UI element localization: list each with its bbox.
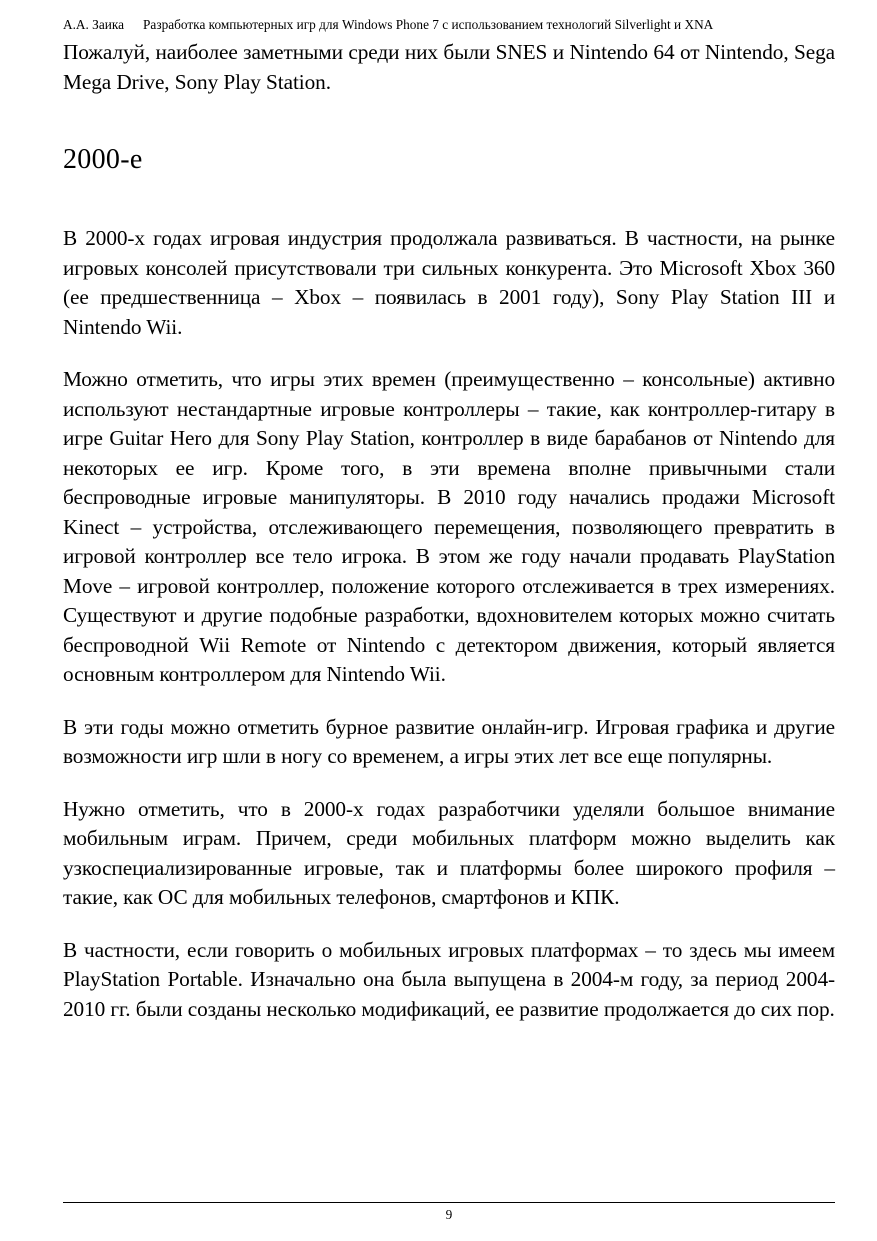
header-author: А.А. Заика bbox=[63, 17, 125, 32]
footer-divider bbox=[63, 1202, 835, 1203]
page-number: 9 bbox=[445, 1207, 453, 1222]
paragraph-mobile-games: Нужно отметить, что в 2000-х годах разработчики уделяли большое внимание мобильным играм. Причем, среди мобильных платформ можно выделить как узкоспециализированные игровые, так и платформы более широкого профиля – такие, как ОС для мобильных телефонов, смартфонов и КПК. bbox=[63, 796, 835, 909]
paragraph-controllers: Можно отметить, что игры этих времен (преимущественно – консольные) активно используют нестандартные игровые контроллеры – такие, как контроллер-гитару в игре Guitar Hero для Sony Play Station, контроллер в виде барабанов от Nintendo для некоторых ее игр. Кроме того, в эти времена вполне привычными стали беспроводные игровые манипуляторы. В 2010 году начались продажи Microsoft Kinect – устройства, отслеживающего перемещения, позволяющего превратить в игровой контроллер все тело игрока. В этом же году начали продавать PlayStation Move – игровой контроллер, положение которого отслеживается в трех измерениях. Существуют и другие подобные разработки, вдохновителем которых можно считать беспроводной Wii Remote от Nintendo с детектором движения, который является основным контроллером для Nintendo Wii. bbox=[63, 367, 835, 686]
page-content bbox=[63, 38, 835, 1024]
paragraph-psp: В частности, если говорить о мобильных игровых платформах – то здесь мы имеем PlayStation Portable. Изначально она была выпущена в 2004-м году, за период 2004-2010 гг. были созданы несколько модификаций, ее развитие продолжается до сих пор. bbox=[63, 937, 835, 1021]
paragraph-online-games: В эти годы можно отметить бурное развитие онлайн-игр. Игровая графика и другие возможности игр шли в ногу со временем, а игры этих лет все еще популярны. bbox=[63, 714, 835, 768]
header-book-title: Разработка компьютерных игр для Windows Phone 7 с использованием технологий Silverlight и XNA bbox=[143, 17, 714, 32]
section-heading: 2000-е bbox=[63, 144, 143, 175]
paragraph-consoles: В 2000-х годах игровая индустрия продолжала развиваться. В частности, на рынке игровых консолей присутствовали три сильных конкурента. Это Microsoft Xbox 360 (ее предшественница – Xbox – появилась в 2001 году), Sony Play Station III и Nintendo Wii. bbox=[63, 226, 835, 339]
running-header bbox=[63, 16, 835, 34]
intro-paragraph: Пожалуй, наиболее заметными среди них были SNES и Nintendo 64 от Nintendo, Sega Mega Drive, Sony Play Station. bbox=[63, 40, 835, 94]
